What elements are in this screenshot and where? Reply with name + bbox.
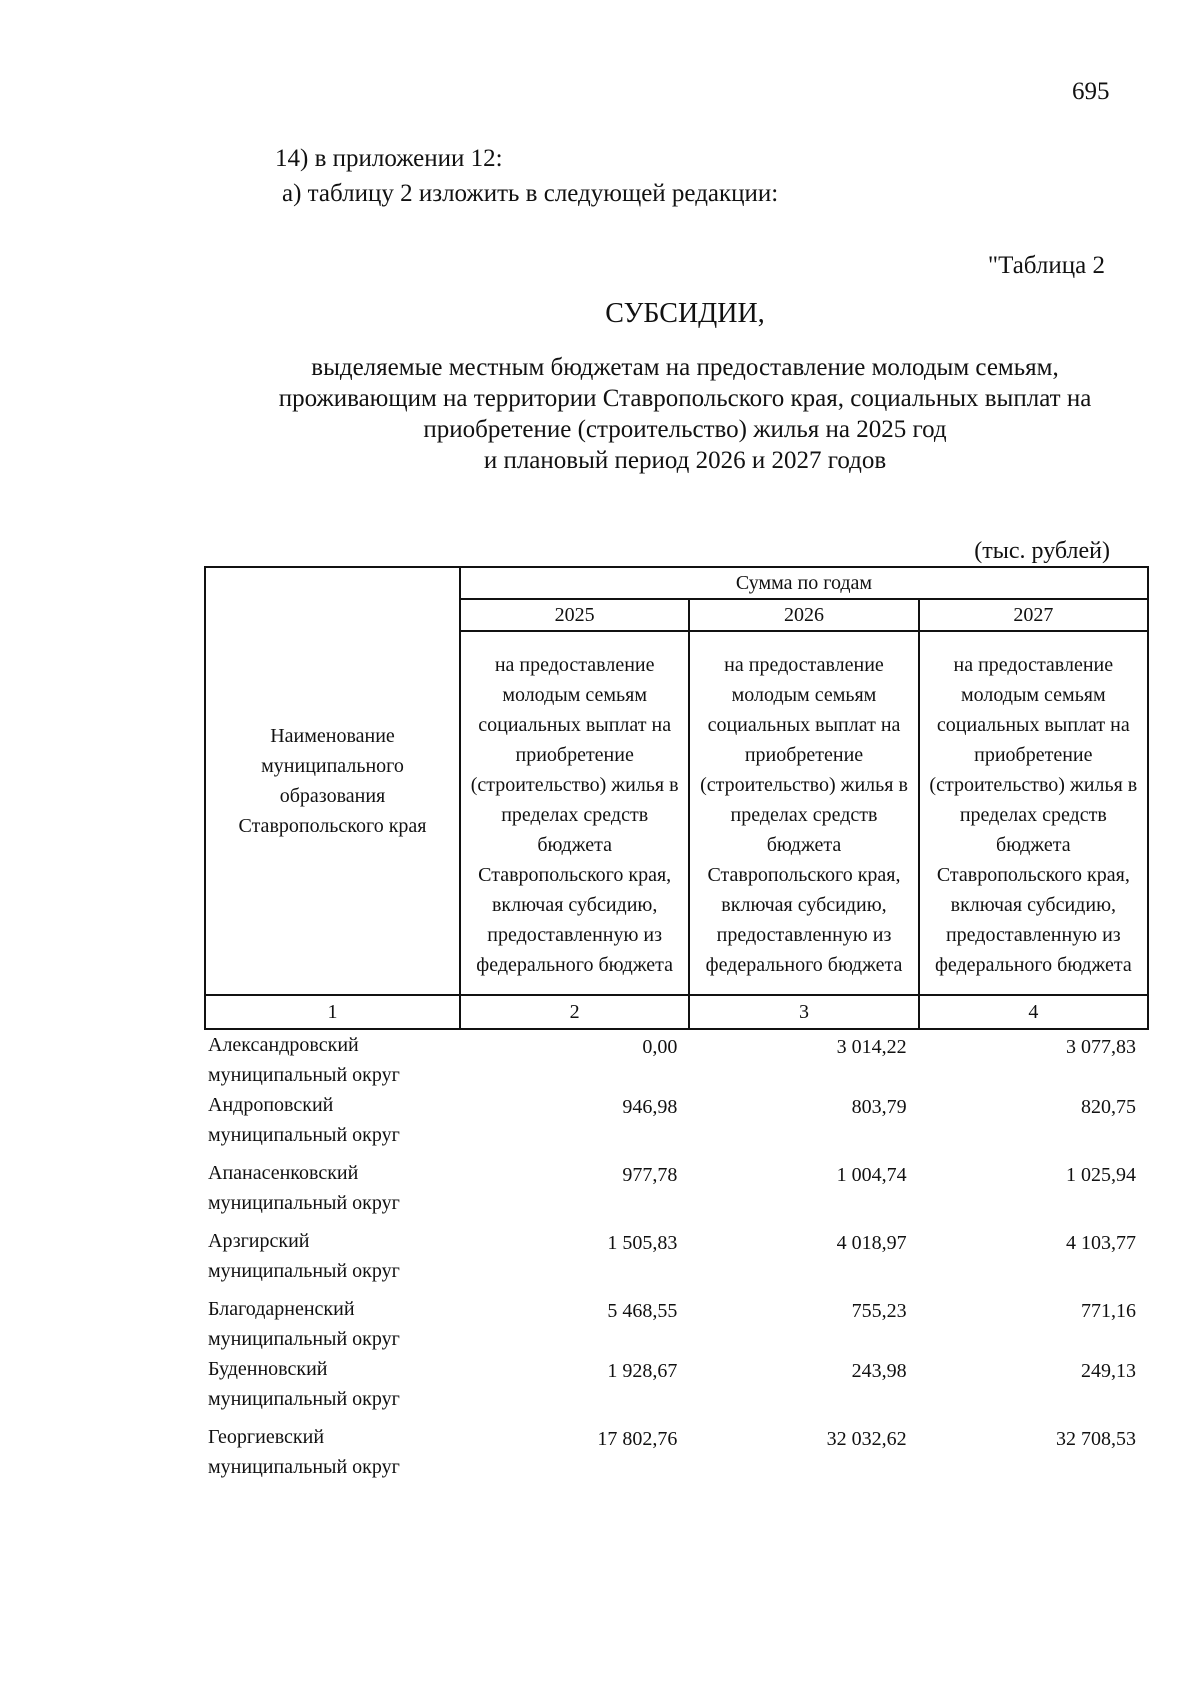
value-2026: 243,98 (851, 1360, 907, 1382)
value-2025: 946,98 (622, 1096, 678, 1118)
table-label: "Таблица 2 (987, 252, 1105, 279)
value-2027: 771,16 (1081, 1300, 1136, 1322)
column-number: 1 (205, 995, 460, 1029)
table-row (205, 1029, 1148, 1090)
column-number: 2 (460, 995, 689, 1029)
value-2026: 803,79 (851, 1096, 907, 1118)
subtitle-line: и плановый период 2026 и 2027 годов (483, 447, 887, 474)
document-subtitle (200, 352, 1170, 476)
header-year-2025: 2025 (460, 599, 689, 631)
table-row (205, 1294, 1148, 1354)
table-row (205, 1090, 1148, 1150)
header-sum-by-years: Сумма по годам (460, 567, 1148, 599)
document-title: СУБСИДИИ, (605, 298, 765, 329)
header-description-2025: на предоставление молодым семьям социальных выплат на приобретение (строительство) жилья в пределах средств бюджета Ставропольского края, включая субсидию, предоставленную из федерального бюджета (460, 631, 689, 995)
column-number: 3 (689, 995, 918, 1029)
value-2027: 3 077,83 (1066, 1036, 1136, 1058)
value-2025: 5 468,55 (607, 1300, 678, 1322)
value-2027: 32 708,53 (1056, 1428, 1136, 1450)
value-2026: 4 018,97 (836, 1232, 907, 1254)
header-year-2027: 2027 (919, 599, 1148, 631)
municipality-name: Благодарненский муниципальный округ (208, 1298, 400, 1350)
subtitle-line: выделяемые местным бюджетам на предоставление молодым семьям, (311, 354, 1059, 381)
value-2025: 1 505,83 (607, 1232, 678, 1254)
value-2027: 4 103,77 (1066, 1232, 1136, 1254)
value-2026: 32 032,62 (826, 1428, 907, 1450)
subsidies-table (204, 566, 1149, 1482)
table-row (205, 1158, 1148, 1218)
intro-line-2: а) таблицу 2 изложить в следующей редакции: (282, 180, 779, 207)
municipality-name: Александровский муниципальный округ (208, 1034, 400, 1086)
header-description-2026: на предоставление молодым семьям социальных выплат на приобретение (строительство) жилья в пределах средств бюджета Ставропольского края, включая субсидию, предоставленную из федерального бюджета (689, 631, 918, 995)
municipality-name: Апанасенковский муниципальный округ (208, 1162, 400, 1214)
value-2025: 977,78 (622, 1164, 678, 1186)
subtitle-line: приобретение (строительство) жилья на 2025 год (423, 416, 947, 443)
municipality-name: Георгиевский муниципальный округ (208, 1426, 400, 1478)
municipality-name: Андроповский муниципальный округ (208, 1094, 400, 1146)
value-2026: 1 004,74 (836, 1164, 907, 1186)
header-municipality: Наименование муниципального образования Ставропольского края (205, 567, 460, 995)
value-2026: 3 014,22 (836, 1036, 907, 1058)
units-label: (тыс. рублей) (974, 538, 1110, 564)
value-2026: 755,23 (851, 1300, 907, 1322)
municipality-name: Буденновский муниципальный округ (208, 1358, 400, 1410)
value-2027: 1 025,94 (1066, 1164, 1136, 1186)
column-number: 4 (919, 995, 1148, 1029)
value-2025: 17 802,76 (597, 1428, 678, 1450)
table-row (205, 1422, 1148, 1482)
subtitle-line: проживающим на территории Ставропольского края, социальных выплат на (278, 385, 1092, 412)
municipality-name: Арзгирский муниципальный округ (208, 1230, 400, 1282)
header-description-2027: на предоставление молодым семьям социальных выплат на приобретение (строительство) жилья в пределах средств бюджета Ставропольского края, включая субсидию, предоставленную из федерального бюджета (919, 631, 1148, 995)
table-row (205, 1354, 1148, 1414)
value-2027: 249,13 (1081, 1360, 1136, 1382)
page-number: 695 (1072, 78, 1110, 105)
table-row (205, 1226, 1148, 1286)
intro-line-1: 14) в приложении 12: (275, 145, 503, 172)
value-2027: 820,75 (1081, 1096, 1136, 1118)
header-year-2026: 2026 (689, 599, 918, 631)
value-2025: 0,00 (642, 1036, 678, 1058)
value-2025: 1 928,67 (607, 1360, 678, 1382)
